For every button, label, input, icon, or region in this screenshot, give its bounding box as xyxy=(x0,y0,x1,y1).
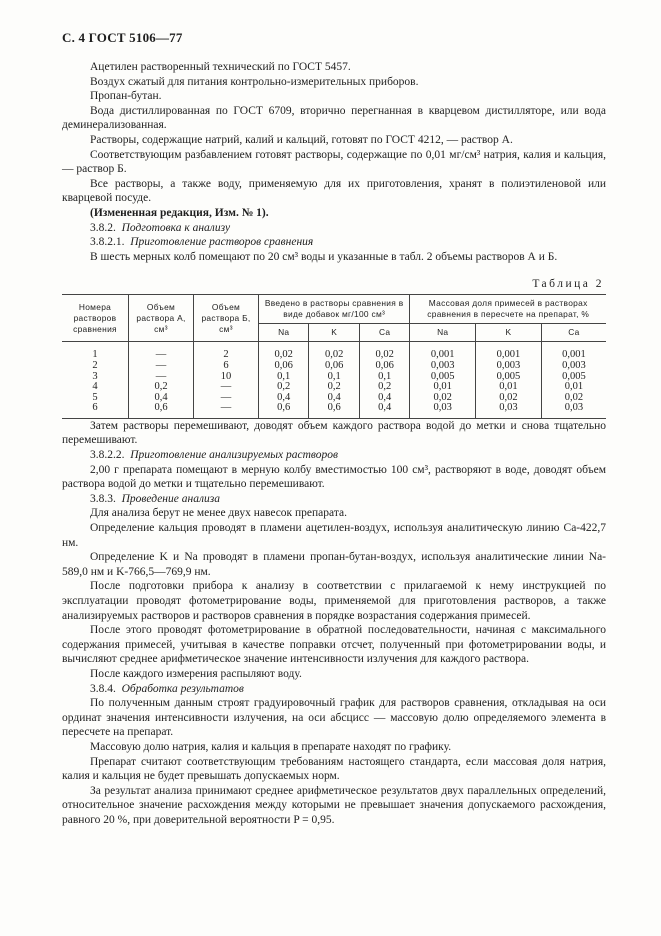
table-cell: 0,2 xyxy=(359,382,409,393)
section-3-8-3 xyxy=(62,492,606,507)
paragraph: Для анализа берут не менее двух навесок препарата. xyxy=(90,507,347,520)
section-title: Проведение анализа xyxy=(121,492,220,505)
table-cell: 0,02 xyxy=(359,342,409,361)
table-cell: 0,001 xyxy=(476,342,542,361)
paragraph: Определение кальция проводят в пламени ацетилен-воздух, используя аналитическую линию Ca-422,7 нм. xyxy=(62,522,606,549)
table-cell: 0,1 xyxy=(359,372,409,383)
table-cell: 3 xyxy=(62,372,129,383)
section-number: 3.8.3. xyxy=(90,492,116,505)
table-row xyxy=(62,403,606,418)
table-cell: — xyxy=(129,361,194,372)
page-header: С. 4 ГОСТ 5106—77 xyxy=(62,30,183,45)
section-title: Приготовление анализируемых растворов xyxy=(130,449,339,462)
paragraph: Препарат считают соответствующим требованиям настоящего стандарта, если массовая доля натрия, калия и кальция не будет превышать допускаемых норм. xyxy=(62,755,606,783)
table-cell: 0,1 xyxy=(309,372,359,383)
table-cell: 0,001 xyxy=(410,342,476,361)
table-cell: 2 xyxy=(62,361,129,372)
paragraph: Растворы, содержащие натрий, калий и кальций, готовят по ГОСТ 4212, — раствор А. xyxy=(90,133,513,146)
table-cell: 0,2 xyxy=(309,382,359,393)
table-cell: — xyxy=(129,372,194,383)
sub-header-k: K xyxy=(476,324,542,342)
table-cell: 0,6 xyxy=(259,403,309,418)
table-cell: — xyxy=(194,382,259,393)
paragraph: Вода дистиллированная по ГОСТ 6709, вторично перегнанная в кварцевом дистилляторе, или вода деминерализованная. xyxy=(62,104,606,132)
section-number: 3.8.2.2. xyxy=(90,449,125,462)
col-header-number: Номера растворов сравнения xyxy=(62,295,129,342)
table-cell: 0,06 xyxy=(259,361,309,372)
table-cell: 0,01 xyxy=(476,382,542,393)
sub-header-k: K xyxy=(309,324,359,342)
table-cell: 0,001 xyxy=(541,342,606,361)
table-cell: 0,6 xyxy=(129,403,194,418)
table-cell: 0,005 xyxy=(541,372,606,383)
table-cell: 0,01 xyxy=(541,382,606,393)
table-cell: 0,2 xyxy=(259,382,309,393)
table-cell: 0,4 xyxy=(129,393,194,404)
section-number: 3.8.4. xyxy=(90,682,116,695)
table-cell: 0,02 xyxy=(259,342,309,361)
table-row xyxy=(62,342,606,361)
table-cell: 0,06 xyxy=(309,361,359,372)
paragraph: За результат анализа принимают среднее арифметическое результатов двух параллельных определений, относительное значение расхождения между которыми не превышает значения допускаемого расхождения, равного 20 %, при доверительной вероятности P = 0,95. xyxy=(62,784,606,826)
section-title: Приготовление растворов сравнения xyxy=(130,236,314,249)
table-cell: 10 xyxy=(194,372,259,383)
section-3-8-2 xyxy=(62,221,606,236)
table-cell: — xyxy=(194,403,259,418)
table-cell: 0,6 xyxy=(309,403,359,418)
paragraph: После этого проводят фотометрирование в обратной последовательности, начиная с максимального содержания примесей, учитывая в качестве поправки отсчет, полученный при фотометрировании воды, и вычисляют среднее арифметическое значение интенсивности излучения для каждого раствора. xyxy=(62,624,606,666)
table-2 xyxy=(62,294,606,419)
paragraph: После каждого измерения распыляют воду. xyxy=(90,667,302,680)
table-cell: 0,005 xyxy=(476,372,542,383)
section-3-8-2-2 xyxy=(62,448,606,463)
col-header-added: Введено в растворы сравнения в виде добавок мг/100 см³ xyxy=(259,295,410,324)
table-cell: — xyxy=(129,342,194,361)
section-3-8-4 xyxy=(62,682,606,697)
paragraph: Все растворы, а также воду, применяемую для их приготовления, хранят в полиэтиленовой или кварцевой посуде. xyxy=(62,177,606,205)
section-number: 3.8.2.1. xyxy=(90,236,125,249)
paragraph: Ацетилен растворенный технический по ГОСТ 5457. xyxy=(90,61,351,73)
table-cell: 5 xyxy=(62,393,129,404)
col-header-volume-b: Объем раствора Б, см³ xyxy=(194,295,259,342)
section-title: Обработка результатов xyxy=(121,682,244,695)
table-cell: 0,06 xyxy=(359,361,409,372)
sub-header-ca: Ca xyxy=(541,324,606,342)
table-cell: — xyxy=(194,393,259,404)
table-cell: 0,003 xyxy=(410,361,476,372)
table-cell: 0,4 xyxy=(359,403,409,418)
table-cell: 6 xyxy=(62,403,129,418)
paragraph: Определение K и Na проводят в пламени пропан-бутан-воздух, используя аналитические линии Na-589,0 нм и K-766,5—769,9 нм. xyxy=(62,551,606,578)
table-cell: 0,003 xyxy=(541,361,606,372)
paragraph: Соответствующим разбавлением готовят растворы, содержащие по 0,01 мг/см³ натрия, калия и кальция, — раствор Б. xyxy=(62,148,606,176)
table-caption: Таблица 2 xyxy=(532,278,604,291)
table-cell: 0,02 xyxy=(541,393,606,404)
paragraph: По полученным данным строят градуировочный график для растворов сравнения, откладывая на оси ординат значения интенсивности излучения, на оси абсцисс — массовую долю определяемого элемента в пересчете на препарат. xyxy=(62,697,606,739)
section-number: 3.8.2. xyxy=(90,221,116,234)
table-cell: 0,4 xyxy=(309,393,359,404)
table-cell: 0,003 xyxy=(476,361,542,372)
table-cell: 0,1 xyxy=(259,372,309,383)
table-cell: 0,03 xyxy=(410,403,476,418)
table-cell: 0,02 xyxy=(309,342,359,361)
table-cell: 0,02 xyxy=(410,393,476,404)
table-row xyxy=(62,361,606,372)
table-cell: 0,4 xyxy=(259,393,309,404)
sub-header-na: Na xyxy=(259,324,309,342)
table-cell: 2 xyxy=(194,342,259,361)
table-cell: 0,02 xyxy=(476,393,542,404)
table-cell: 1 xyxy=(62,342,129,361)
paragraph: В шесть мерных колб помещают по 20 см³ воды и указанные в табл. 2 объемы растворов А и Б. xyxy=(90,250,558,263)
edition-note: (Измененная редакция, Изм. № 1). xyxy=(90,206,269,219)
sub-header-ca: Ca xyxy=(359,324,409,342)
table-cell: 0,2 xyxy=(129,382,194,393)
paragraph: Воздух сжатый для питания контрольно-измерительных приборов. xyxy=(90,75,419,88)
table-cell: 6 xyxy=(194,361,259,372)
table-cell: 0,4 xyxy=(359,393,409,404)
page-content xyxy=(62,60,606,828)
section-3-8-2-1 xyxy=(62,235,606,250)
table-cell: 4 xyxy=(62,382,129,393)
col-header-mass-fraction: Массовая доля примесей в растворах сравнения в пересчете на препарат, % xyxy=(410,295,606,324)
sub-header-na: Na xyxy=(410,324,476,342)
table-cell: 0,03 xyxy=(476,403,542,418)
table-cell: 0,03 xyxy=(541,403,606,418)
paragraph: Массовую долю натрия, калия и кальция в препарате находят по графику. xyxy=(90,740,452,753)
paragraph: Затем растворы перемешивают, доводят объем каждого раствора водой до метки и снова тщательно перемешивают. xyxy=(62,419,606,447)
paragraph: Пропан-бутан. xyxy=(90,90,162,103)
paragraph: После подготовки прибора к анализу в соответствии с прилагаемой к нему инструкцией по эксплуатации проводят фотометрирование воды, применяемой для приготовления растворов, а также анализируемых растворов и растворов сравнения в порядке возрастания содержания примесей. xyxy=(62,580,606,622)
col-header-volume-a: Объем раствора А, см³ xyxy=(129,295,194,342)
table-cell: 0,01 xyxy=(410,382,476,393)
section-title: Подготовка к анализу xyxy=(121,221,231,234)
table-cell: 0,005 xyxy=(410,372,476,383)
paragraph: 2,00 г препарата помещают в мерную колбу вместимостью 100 см³, растворяют в воде, доводят объем раствора водой до метки и тщательно перемешивают. xyxy=(62,463,606,491)
